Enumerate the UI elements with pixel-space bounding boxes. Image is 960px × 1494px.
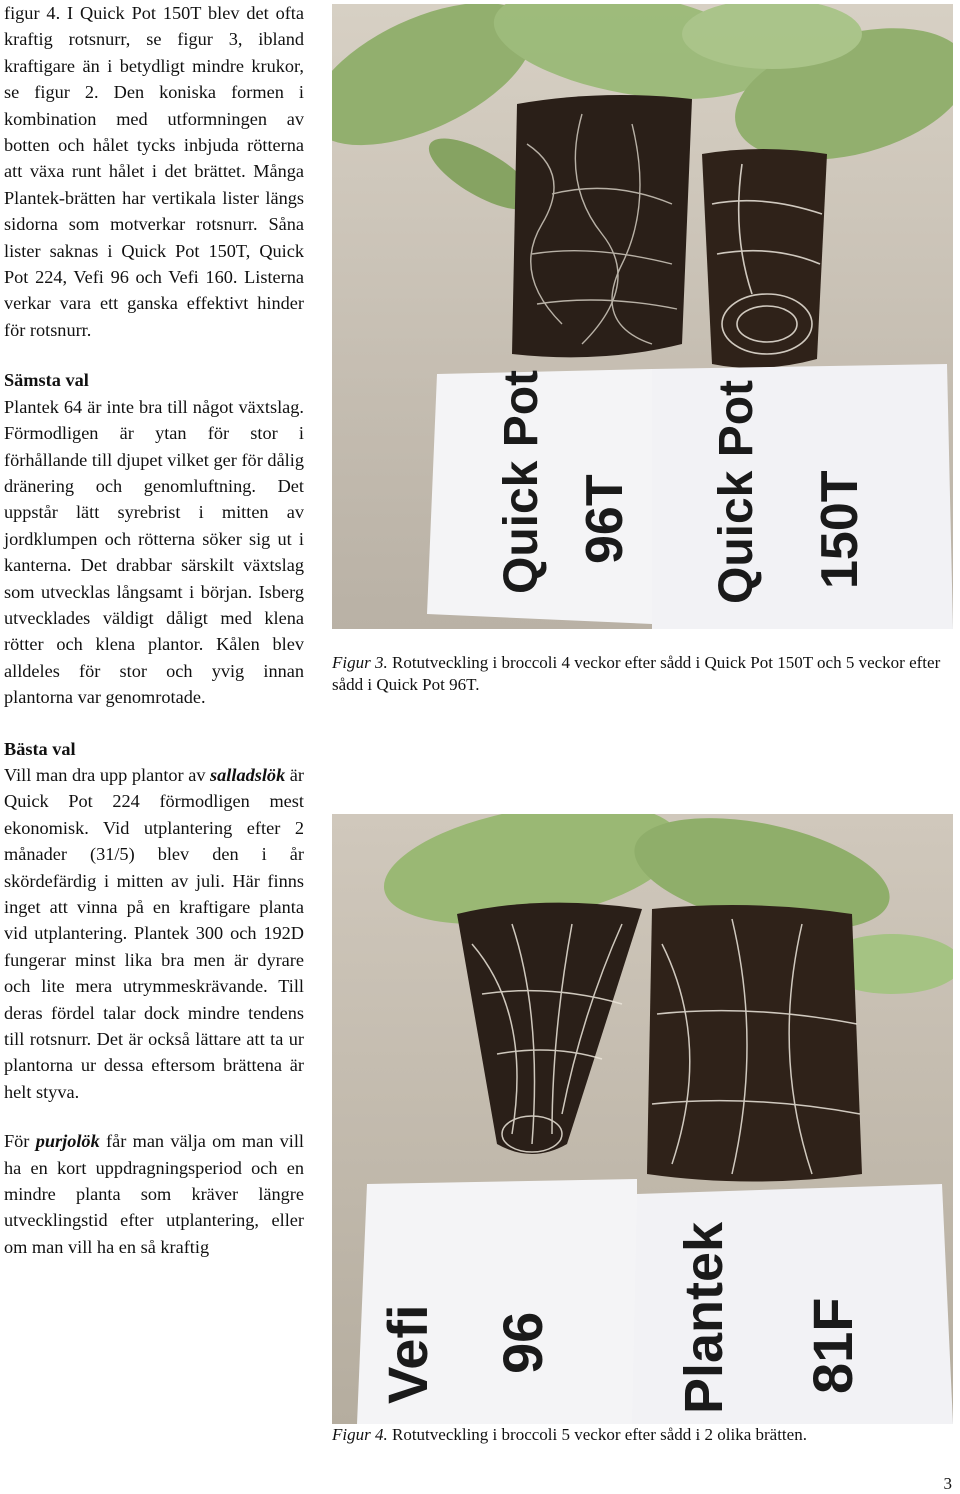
label-card-96T bbox=[427, 369, 652, 624]
label-card-vefi96-line1: Vefi bbox=[376, 1304, 439, 1404]
label-card-96T-line2: 96T bbox=[576, 474, 634, 564]
label-card-plantek81F-line2: 81F bbox=[801, 1297, 864, 1394]
figure3-caption bbox=[332, 652, 957, 696]
root-ball-left bbox=[512, 95, 692, 357]
label-card-150T bbox=[652, 364, 953, 629]
page-number: 3 bbox=[943, 1474, 952, 1493]
root-ball-plantek bbox=[647, 905, 862, 1182]
label-card-150T-line2: 150T bbox=[811, 470, 869, 589]
figure3-caption-label: Figur 3. bbox=[332, 653, 388, 672]
label-card-150T-line1: Quick Pot bbox=[710, 379, 763, 604]
paragraph-rotsnurr: figur 4. I Quick Pot 150T blev det ofta kraftig rotsnurr, se figur 3, ibland kraftigare än i betydligt mindre krukor, se figur 2. Den koniska formen i kombination med utformningen av botten och hålet tycks inbjuda rötterna att växa runt hålet i det brättet. Många Plantek-brätten har vertikala lister längs sidorna som motverkar rotsnurr. Såna lister saknas i Quick Pot 150T, Quick Pot 224, Vefi 96 och Vefi 160. Listerna verkar vara ett ganska effektivt hinder för rotsnurr. bbox=[4, 3, 304, 340]
figure4-photo bbox=[332, 814, 953, 1424]
heading-worst-choice: Sämsta val bbox=[4, 370, 89, 391]
paragraph-worst-choice: Plantek 64 är inte bra till något växtslag. Förmodligen är ytan för stor i förhållande till djupet vilket ger för dålig dränering och genomluftning. Det uppstår lätt syrebrist i mitten av jordklumpen och rötterna söker sig ut i kanterna. Det drabbar särskilt växtslag som utvecklas långsamt i början. Isberg utvecklades väldigt dåligt med klena rötter och klena plantor. Kålen blev alldeles för stor och yvig innan plantorna var genomrotade. bbox=[4, 396, 304, 708]
figure3-photo bbox=[332, 4, 953, 629]
paragraph-leek: För purjolök får man välja om man vill ha en kort uppdragningsperiod och en mindre planta som kräver längre utvecklingstid efter utplantering, eller om man vill ha en så kraftig bbox=[4, 1131, 304, 1257]
figure4-caption bbox=[332, 1424, 957, 1446]
label-card-plantek81F-line1: Plantek bbox=[674, 1221, 734, 1414]
figure3-caption-text: Rotutveckling i broccoli 4 veckor efter sådd i Quick Pot 150T och 5 veckor efter sådd i Quick Pot 96T. bbox=[332, 653, 941, 694]
emphasis-salladslok: salladslök bbox=[210, 764, 286, 785]
label-card-vefi96 bbox=[357, 1179, 637, 1424]
root-ball-right bbox=[702, 149, 827, 368]
heading-best-choice: Bästa val bbox=[4, 738, 76, 759]
label-card-plantek81F bbox=[632, 1184, 953, 1424]
emphasis-purjolok: purjolök bbox=[35, 1131, 100, 1152]
label-card-vefi96-line2: 96 bbox=[491, 1311, 554, 1374]
left-text-column bbox=[4, 0, 304, 1260]
paragraph-best-choice: Vill man dra upp plantor av salladslök är Quick Pot 224 förmodligen mest ekonomisk. Vid utplantering efter 2 månader (31/5) blev den i år skördefärdig i mitten av juli. Här finns inget att vinna på en kraftigare planta vid utplantering. Plantek 300 och 192D fungerar minst lika bra men är dyrare och lite mera utrymmeskrävande. Till deras fördel talar dock mindre tendens till rotsnurr. Det är också lättare att ta ur plantorna ur dessa eftersom brättena är helt styva. bbox=[4, 764, 304, 1102]
figure4-caption-label: Figur 4. bbox=[332, 1425, 388, 1444]
figure4-caption-text: Rotutveckling i broccoli 5 veckor efter sådd i 2 olika brätten. bbox=[391, 1425, 807, 1444]
label-card-96T-line1: Quick Pot bbox=[495, 369, 548, 594]
